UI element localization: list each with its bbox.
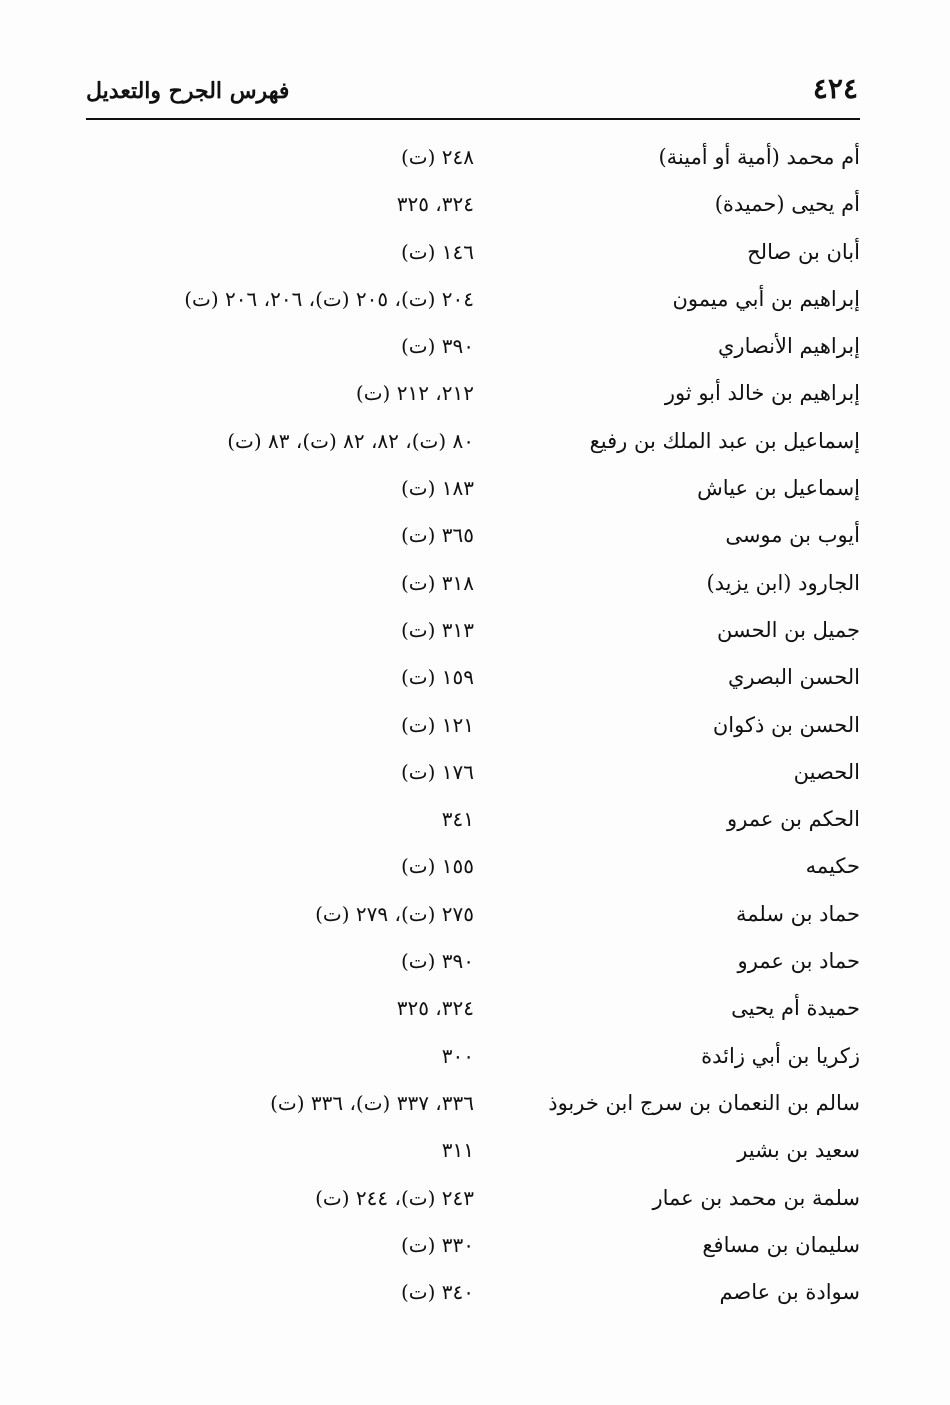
page-number: ٤٢٤: [812, 72, 858, 105]
entry-name: الحسن البصري: [728, 665, 860, 690]
entry-name: حماد بن عمرو: [737, 949, 860, 974]
entry-page-refs: ٨٠ (ت)، ٨٢، ٨٢ (ت)، ٨٣ (ت): [227, 428, 474, 453]
entry-name: إسماعيل بن عياش: [697, 476, 860, 501]
index-entry: [86, 661, 860, 708]
entry-name: أم يحيى (حميدة): [714, 192, 860, 217]
index-entry: [86, 519, 860, 566]
index-entry: [86, 141, 860, 188]
entry-name: حكيمه: [805, 854, 860, 879]
entry-name: زكريا بن أبي زائدة: [701, 1043, 860, 1068]
index-entry: [86, 283, 860, 330]
index-entry: [86, 1276, 860, 1323]
entry-page-refs: ٢٧٥ (ت)، ٢٧٩ (ت): [315, 901, 474, 926]
index-entry: [86, 945, 860, 992]
entry-page-refs: ٣١٨ (ت): [400, 570, 474, 595]
entry-page-refs: ٢٤٨ (ت): [400, 145, 474, 169]
index-entry: [86, 1134, 860, 1181]
index-entry: [86, 756, 860, 803]
index-entry: [86, 850, 860, 897]
entry-name: إسماعيل بن عبد الملك بن رفيع: [589, 428, 860, 453]
entry-page-refs: ٣٤٠ (ت): [400, 1280, 474, 1305]
entry-name: إبراهيم الأنصاري: [717, 334, 860, 359]
entry-page-refs: ٣٢٤، ٣٢٥: [396, 192, 474, 217]
index-entry: [86, 567, 860, 614]
entry-name: أبان بن صالح: [747, 239, 860, 264]
entry-name: الحسن بن ذكوان: [712, 712, 860, 737]
entry-page-refs: ١٤٦ (ت): [400, 239, 474, 264]
index-entry: [86, 377, 860, 424]
entry-page-refs: ٢١٢، ٢١٢ (ت): [355, 381, 474, 406]
entry-page-refs: ١٧٦ (ت): [400, 759, 474, 784]
running-title: فهرس الجرح والتعديل: [86, 78, 290, 104]
entry-name: حماد بن سلمة: [735, 901, 860, 926]
index-entry: [86, 614, 860, 661]
entry-name: سالم بن النعمان بن سرج ابن خربوذ: [548, 1090, 860, 1115]
entry-page-refs: ٣٠٠: [441, 1043, 474, 1068]
entry-page-refs: ٣٣٦، ٣٣٧ (ت)، ٣٣٦ (ت): [270, 1090, 474, 1115]
entry-name: حميدة أم يحيى: [731, 996, 860, 1021]
index-entry: [86, 1040, 860, 1087]
entry-name: سوادة بن عاصم: [719, 1280, 860, 1305]
index-entry: [86, 330, 860, 377]
page-header: [86, 66, 860, 118]
entry-name: الحصين: [793, 759, 860, 784]
index-entry: [86, 992, 860, 1039]
index-entry: [86, 1182, 860, 1229]
entry-page-refs: ١٥٥ (ت): [400, 854, 474, 879]
entry-name: سليمان بن مسافع: [702, 1232, 860, 1257]
entry-page-refs: ٣٩٠ (ت): [400, 334, 474, 359]
entry-page-refs: ١٥٩ (ت): [400, 665, 474, 690]
entry-name: سعيد بن بشير: [737, 1138, 860, 1163]
header-rule: [86, 118, 860, 120]
entry-name: جميل بن الحسن: [716, 617, 860, 642]
entry-page-refs: ١٢١ (ت): [400, 712, 474, 737]
index-entry: [86, 1229, 860, 1276]
index-entry: [86, 1087, 860, 1134]
index-entry: [86, 898, 860, 945]
entry-page-refs: ١٨٣ (ت): [400, 476, 474, 501]
entry-name: إبراهيم بن خالد أبو ثور: [664, 381, 860, 406]
index-entry: [86, 188, 860, 235]
entry-name: الجارود (ابن يزيد): [706, 570, 860, 595]
entry-page-refs: ٣١٣ (ت): [400, 617, 474, 642]
index-entry: [86, 709, 860, 756]
entry-name: أم محمد (أمية أو أمينة): [658, 145, 860, 169]
entry-name: سلمة بن محمد بن عمار: [652, 1185, 860, 1210]
entry-name: أيوب بن موسى: [725, 523, 860, 548]
entry-page-refs: ٣٩٠ (ت): [400, 949, 474, 974]
index-entries-list: [86, 141, 860, 1323]
index-entry: [86, 803, 860, 850]
entry-name: الحكم بن عمرو: [727, 807, 860, 832]
entry-page-refs: ٣٣٠ (ت): [400, 1232, 474, 1257]
index-entry: [86, 425, 860, 472]
entry-page-refs: ٢٠٤ (ت)، ٢٠٥ (ت)، ٢٠٦، ٢٠٦ (ت): [184, 286, 474, 311]
entry-page-refs: ٣١١: [441, 1138, 474, 1163]
entry-page-refs: ٣٤١: [441, 807, 474, 832]
index-entry: [86, 472, 860, 519]
entry-page-refs: ٢٤٣ (ت)، ٢٤٤ (ت): [315, 1185, 474, 1210]
entry-page-refs: ٣٢٤، ٣٢٥: [396, 996, 474, 1021]
entry-page-refs: ٣٦٥ (ت): [400, 523, 474, 548]
entry-name: إبراهيم بن أبي ميمون: [672, 286, 860, 311]
index-entry: [86, 236, 860, 283]
